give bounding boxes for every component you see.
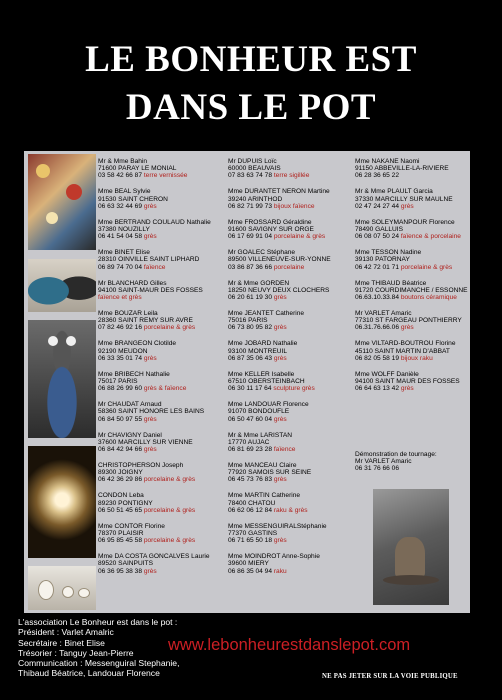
member-name: Mme NAKANE Naomi <box>355 158 420 165</box>
member-city: 60000 BEAUVAIS <box>228 165 281 173</box>
demo-title: Démonstration de tournage: <box>355 451 437 458</box>
member-name: Mme BERTRAND COULAUD Nathalie <box>98 218 211 226</box>
member-phone: 06 71 65 50 18 <box>228 537 272 545</box>
member-phone: 06 50 47 60 04 <box>228 415 272 423</box>
member-entry <box>355 280 473 302</box>
member-craft: porcelaine & grès <box>273 233 326 241</box>
member-contact-line <box>98 355 226 362</box>
member-entry <box>228 523 363 545</box>
photo-lantern <box>28 446 96 558</box>
member-craft: terre sigillée <box>273 172 310 180</box>
footer-line: Trésorier : Tanguy Jean-Pierre <box>18 647 134 658</box>
member-phone: 06 62 06 12 84 <box>228 506 272 514</box>
member-name: Mr VARLET Amaric <box>355 310 412 318</box>
member-entry <box>98 371 226 393</box>
member-craft: bijoux raku <box>400 354 433 362</box>
member-craft: faïence <box>143 263 166 271</box>
member-craft: faïence & porcelaine <box>400 233 461 241</box>
member-contact-line <box>98 537 226 544</box>
demo-name: Mr VARLET Amaric <box>355 458 412 466</box>
member-city: 89520 SAINPUITS <box>98 560 153 568</box>
members-column-2 <box>228 158 363 584</box>
member-name: Mme MARTIN Catherine <box>228 492 301 500</box>
member-entry <box>355 249 473 271</box>
member-name: Mr & Mme PLAULT Garcia <box>355 188 433 196</box>
member-contact-line <box>228 264 363 271</box>
member-phone: 06 89 74 70 04 <box>98 263 142 271</box>
member-craft: grès <box>143 567 157 575</box>
member-entry <box>98 492 226 514</box>
member-name: Mme DURANTET NERON Martine <box>228 188 330 196</box>
member-contact-line <box>228 233 363 240</box>
member-contact-line <box>355 172 473 179</box>
title-line-2: DANS LE POT <box>125 87 377 128</box>
member-phone: 06 28 36 65 22 <box>355 172 399 180</box>
member-craft: grès <box>400 202 414 210</box>
member-phone: 06 50 51 45 65 <box>98 506 142 514</box>
member-entry <box>228 280 363 302</box>
members-column-1 <box>98 158 226 584</box>
member-contact-line <box>228 203 363 210</box>
member-phone: 06 88 26 99 60 <box>98 385 142 393</box>
member-contact-line <box>228 385 363 392</box>
footer-line: Communication : Messenguiral Stephanie, <box>18 658 180 669</box>
member-name: Mme TESSON Nadine <box>355 249 422 257</box>
member-phone: 06 82 05 58 19 <box>355 354 399 362</box>
member-city: 39240 ARINTHOD <box>228 195 283 203</box>
title-line-1: LE BONHEUR EST <box>85 39 417 80</box>
member-phone: 06.63.10.33.84 <box>355 294 399 302</box>
member-name: Mme LANDOUAR Florence <box>228 401 309 409</box>
member-city: 91600 SAVIGNY SUR ORGE <box>228 226 314 234</box>
member-phone: 02 47 24 27 44 <box>355 202 399 210</box>
member-name: Mme KELLER Isabelle <box>228 370 295 378</box>
member-contact-line <box>98 324 226 331</box>
member-phone: 06 08 07 50 24 <box>355 233 399 241</box>
member-phone: 06 64 63 13 42 <box>355 385 399 393</box>
photo-ceramic-tiles <box>28 154 96 250</box>
association-info <box>18 617 179 679</box>
member-name: Mme BRANGEON Clotilde <box>98 340 177 348</box>
member-phone: 06 95 85 45 58 <box>98 537 142 545</box>
member-name: Mme VILTARD-BOUTROU Florine <box>355 340 456 348</box>
member-name: Mme FROSSARD Géraldine <box>228 218 312 226</box>
member-craft: grès <box>273 294 287 302</box>
member-entry <box>98 188 226 210</box>
member-craft: grès <box>273 415 287 423</box>
member-city: 71600 PARAY LE MONIAL <box>98 165 177 173</box>
member-contact-line <box>98 203 226 210</box>
member-craft: porcelaine & grès <box>400 263 453 271</box>
member-entry <box>228 371 363 393</box>
member-city: 89300 JOIGNY <box>98 469 143 477</box>
member-contact-line <box>98 294 226 301</box>
member-contact-line <box>98 446 226 453</box>
member-name: Mme MANCEAU Claire <box>228 462 297 470</box>
member-city: 78400 CHATOU <box>228 499 276 507</box>
member-city: 18250 NEUVY DEUX CLOCHERS <box>228 286 330 294</box>
member-craft: grès <box>143 202 157 210</box>
member-name: Mme BEAL Sylvie <box>98 188 151 196</box>
member-entry <box>355 340 473 362</box>
footer-line: Secrétaire : Binet Elise <box>18 637 105 648</box>
member-name: Mme MESSENGUIRALStéphanie <box>228 522 327 530</box>
member-name: Mme BRIBECH Nathalie <box>98 370 170 378</box>
member-craft: grès <box>273 324 287 332</box>
member-name: Mr CHAVIGNY Daniel <box>98 431 162 439</box>
member-phone: 07 82 46 92 16 <box>98 324 142 332</box>
member-contact-line <box>228 507 363 514</box>
member-city: 39600 MIERY <box>228 560 269 568</box>
member-name: Mr & Mme Bahin <box>98 158 148 165</box>
member-craft: sculpture grès <box>273 385 315 393</box>
member-craft: faïence <box>273 446 296 454</box>
member-craft: grès <box>143 354 157 362</box>
member-craft: faïence et grès <box>98 294 142 302</box>
member-contact-line <box>228 416 363 423</box>
member-name: Mme CONTOR Florine <box>98 522 165 530</box>
member-entry <box>98 553 226 575</box>
member-city: 28310 OINVILLE SAINT LIPHARD <box>98 256 200 264</box>
member-city: 91530 SAINT CHERON <box>98 195 168 203</box>
footer-line: Thibaud Béatrice, Landouar Florence <box>18 668 160 679</box>
member-entry <box>228 462 363 484</box>
member-contact-line <box>355 355 473 362</box>
member-name: Mr DUPUIS Loïc <box>228 158 277 165</box>
member-phone: 06 82 71 99 73 <box>228 202 272 210</box>
member-entry <box>98 310 226 332</box>
member-entry <box>98 158 226 180</box>
member-name: Mme MOINDROT Anne-Sophie <box>228 553 320 561</box>
member-phone: 03 86 87 36 66 <box>228 263 272 271</box>
member-entry <box>228 158 363 180</box>
member-contact-line <box>228 476 363 483</box>
member-craft: grès & faïence <box>143 385 187 393</box>
member-entry <box>228 553 363 575</box>
member-phone: 06 42 36 29 86 <box>98 476 142 484</box>
member-contact-line <box>98 476 226 483</box>
member-entry <box>98 523 226 545</box>
member-phone: 06 20 61 19 30 <box>228 294 272 302</box>
member-entry <box>355 158 473 180</box>
member-entry <box>355 188 473 210</box>
member-city: 89500 VILLENEUVE-SUR-YONNE <box>228 256 331 264</box>
member-phone: 06 73 80 95 82 <box>228 324 272 332</box>
demo-phone: 06 31 76 66 06 <box>355 465 399 473</box>
photo-teaset <box>28 566 96 610</box>
member-entry <box>228 249 363 271</box>
member-craft: grès <box>400 324 414 332</box>
member-phone: 06 63 32 44 69 <box>98 202 142 210</box>
member-entry <box>228 492 363 514</box>
member-phone: 06 41 54 04 58 <box>98 233 142 241</box>
member-entry <box>228 188 363 210</box>
member-city: 92190 MEUDON <box>98 347 148 355</box>
member-contact-line <box>355 385 473 392</box>
member-phone: 06 81 69 23 28 <box>228 446 272 454</box>
member-phone: 06 17 69 91 04 <box>228 233 272 241</box>
demonstration-block <box>355 451 465 473</box>
member-contact-line <box>228 537 363 544</box>
member-craft: bijoux faïence <box>273 202 315 210</box>
footer-line: L'association Le Bonheur est dans le pot : <box>18 617 178 627</box>
member-name: CHRISTOPHERSON Joseph <box>98 462 184 470</box>
member-city: 45110 SAINT MARTIN D'ABBAT <box>355 347 450 355</box>
member-entry <box>98 340 226 362</box>
member-contact-line <box>98 172 226 179</box>
member-contact-line <box>355 294 473 301</box>
member-craft: porcelaine & grès <box>143 506 196 514</box>
member-city: 58360 SAINT HONORE LES BAINS <box>98 408 205 416</box>
member-craft: grès <box>273 537 287 545</box>
member-contact-line <box>228 568 363 575</box>
public-notice: NE PAS JETER SUR LA VOIE PUBLIQUE <box>322 673 458 680</box>
photo-potter-wheel <box>373 489 449 605</box>
member-city: 78370 PLAISIR <box>98 530 144 538</box>
member-city: 67510 OBERSTEINBACH <box>228 378 305 386</box>
member-entry <box>355 219 473 241</box>
member-craft: porcelaine & grès <box>143 537 196 545</box>
member-entry <box>355 310 473 332</box>
member-name: Mme SOLEYMANPOUR Florence <box>355 218 455 226</box>
member-city: 37600 MARCILLY SUR VIENNE <box>98 438 193 446</box>
member-name: Mme JOBARD Nathalie <box>228 340 298 348</box>
member-entry <box>98 401 226 423</box>
member-craft: porcelaine <box>273 263 305 271</box>
member-craft: grès <box>143 415 157 423</box>
member-contact-line <box>98 507 226 514</box>
member-entry <box>228 219 363 241</box>
member-phone: 06 33 35 01 74 <box>98 354 142 362</box>
member-name: Mme BINET Elise <box>98 249 150 257</box>
member-craft: terre vernissée <box>143 172 188 180</box>
member-contact-line <box>228 172 363 179</box>
member-craft: porcelaine & grès <box>143 324 196 332</box>
member-phone: 06 84 50 97 55 <box>98 415 142 423</box>
member-name: Mme DA COSTA GONCALVES Laurie <box>98 553 210 561</box>
member-phone: 06 42 72 01 71 <box>355 263 399 271</box>
member-name: Mr GOALEC Stéphane <box>228 249 296 257</box>
member-city: 17770 AUJAC <box>228 438 270 446</box>
member-craft: grès <box>400 385 414 393</box>
member-contact-line <box>228 355 363 362</box>
member-city: 91070 BONDOUFLE <box>228 408 290 416</box>
member-name: Mme JEANTET Catherine <box>228 310 305 318</box>
member-phone: 06 36 95 38 38 <box>98 567 142 575</box>
member-craft: raku <box>273 567 287 575</box>
member-phone: 03 58 42 66 87 <box>98 172 142 180</box>
member-contact-line <box>98 568 226 575</box>
member-city: 91150 ABBEVILLE-LA-RIVIERE <box>355 165 449 173</box>
member-entry <box>228 340 363 362</box>
member-craft: raku & grès <box>273 506 308 514</box>
member-contact-line <box>98 416 226 423</box>
member-city: 75017 PARIS <box>98 378 138 386</box>
member-craft: boutons céramique <box>400 294 457 302</box>
member-craft: grès <box>273 476 287 484</box>
member-city: 77920 SAMOIS SUR SEINE <box>228 469 312 477</box>
member-name: Mme BOUZAR Leila <box>98 310 158 318</box>
member-entry <box>228 310 363 332</box>
member-contact-line <box>98 264 226 271</box>
member-phone: 06 45 73 76 83 <box>228 476 272 484</box>
photo-bowls <box>28 259 96 312</box>
member-entry <box>228 432 363 454</box>
member-entry <box>355 371 473 393</box>
member-city: 77310 ST FARGEAU PONTHIERRY <box>355 317 462 325</box>
member-city: 75016 PARIS <box>228 317 268 325</box>
member-city: 94100 SAINT MAUR DES FOSSES <box>355 378 460 386</box>
website-link[interactable]: www.lebonheurestdanslepot.com <box>168 636 411 654</box>
member-phone: 06 30 11 17 64 <box>228 385 272 393</box>
member-contact-line <box>228 294 363 301</box>
member-city: 94100 SAINT-MAUR DES FOSSES <box>98 286 203 294</box>
member-name: Mme THIBAUD Béatrice <box>355 279 427 287</box>
member-name: Mme WOLFF Danièle <box>355 370 419 378</box>
member-entry <box>98 280 226 302</box>
member-phone: 06 86 35 04 94 <box>228 567 272 575</box>
member-city: 78490 GALLUIS <box>355 226 404 234</box>
member-entry <box>98 432 226 454</box>
member-contact-line <box>98 385 226 392</box>
member-craft: grès <box>143 233 157 241</box>
member-phone: 07 83 63 74 78 <box>228 172 272 180</box>
member-contact-line <box>355 233 473 240</box>
member-phone: 06 84 42 94 66 <box>98 446 142 454</box>
member-city: 91720 COURDIMANCHE / ESSONNE <box>355 286 468 294</box>
member-city: 37330 MARCILLY SUR MAULNE <box>355 195 453 203</box>
member-city: 93100 MONTREUIL <box>228 347 287 355</box>
member-contact-line <box>228 446 363 453</box>
footer-line: Président : Varlet Amalric <box>18 627 114 638</box>
member-city: 77370 GASTINS <box>228 530 278 538</box>
member-name: Mr BLANCHARD Gilles <box>98 279 167 287</box>
member-name: Mr & Mme GORDEN <box>228 279 290 287</box>
member-city: 37380 NOUZILLY <box>98 226 150 234</box>
member-name: Mr CHAUDAT Arnaud <box>98 401 162 409</box>
member-entry <box>98 249 226 271</box>
member-name: CONDON Leba <box>98 492 144 500</box>
member-entry <box>98 219 226 241</box>
member-name: Mr & Mme LARISTAN <box>228 431 292 439</box>
member-phone: 06 87 35 06 43 <box>228 354 272 362</box>
member-city: 89230 PONTIGNY <box>98 499 153 507</box>
member-entry <box>228 401 363 423</box>
member-contact-line <box>355 324 473 331</box>
member-contact-line <box>355 203 473 210</box>
member-phone: 06.31.76.66.06 <box>355 324 399 332</box>
member-contact-line <box>355 264 473 271</box>
member-contact-line <box>98 233 226 240</box>
photo-cat-sculpture <box>28 320 96 438</box>
member-craft: grès <box>143 446 157 454</box>
member-craft: porcelaine & grès <box>143 476 196 484</box>
members-column-3 <box>355 158 473 401</box>
member-contact-line <box>228 324 363 331</box>
member-city: 28360 SAINT REMY SUR AVRE <box>98 317 193 325</box>
member-craft: grès <box>273 354 287 362</box>
member-entry <box>98 462 226 484</box>
member-city: 39130 PATORNAY <box>355 256 410 264</box>
